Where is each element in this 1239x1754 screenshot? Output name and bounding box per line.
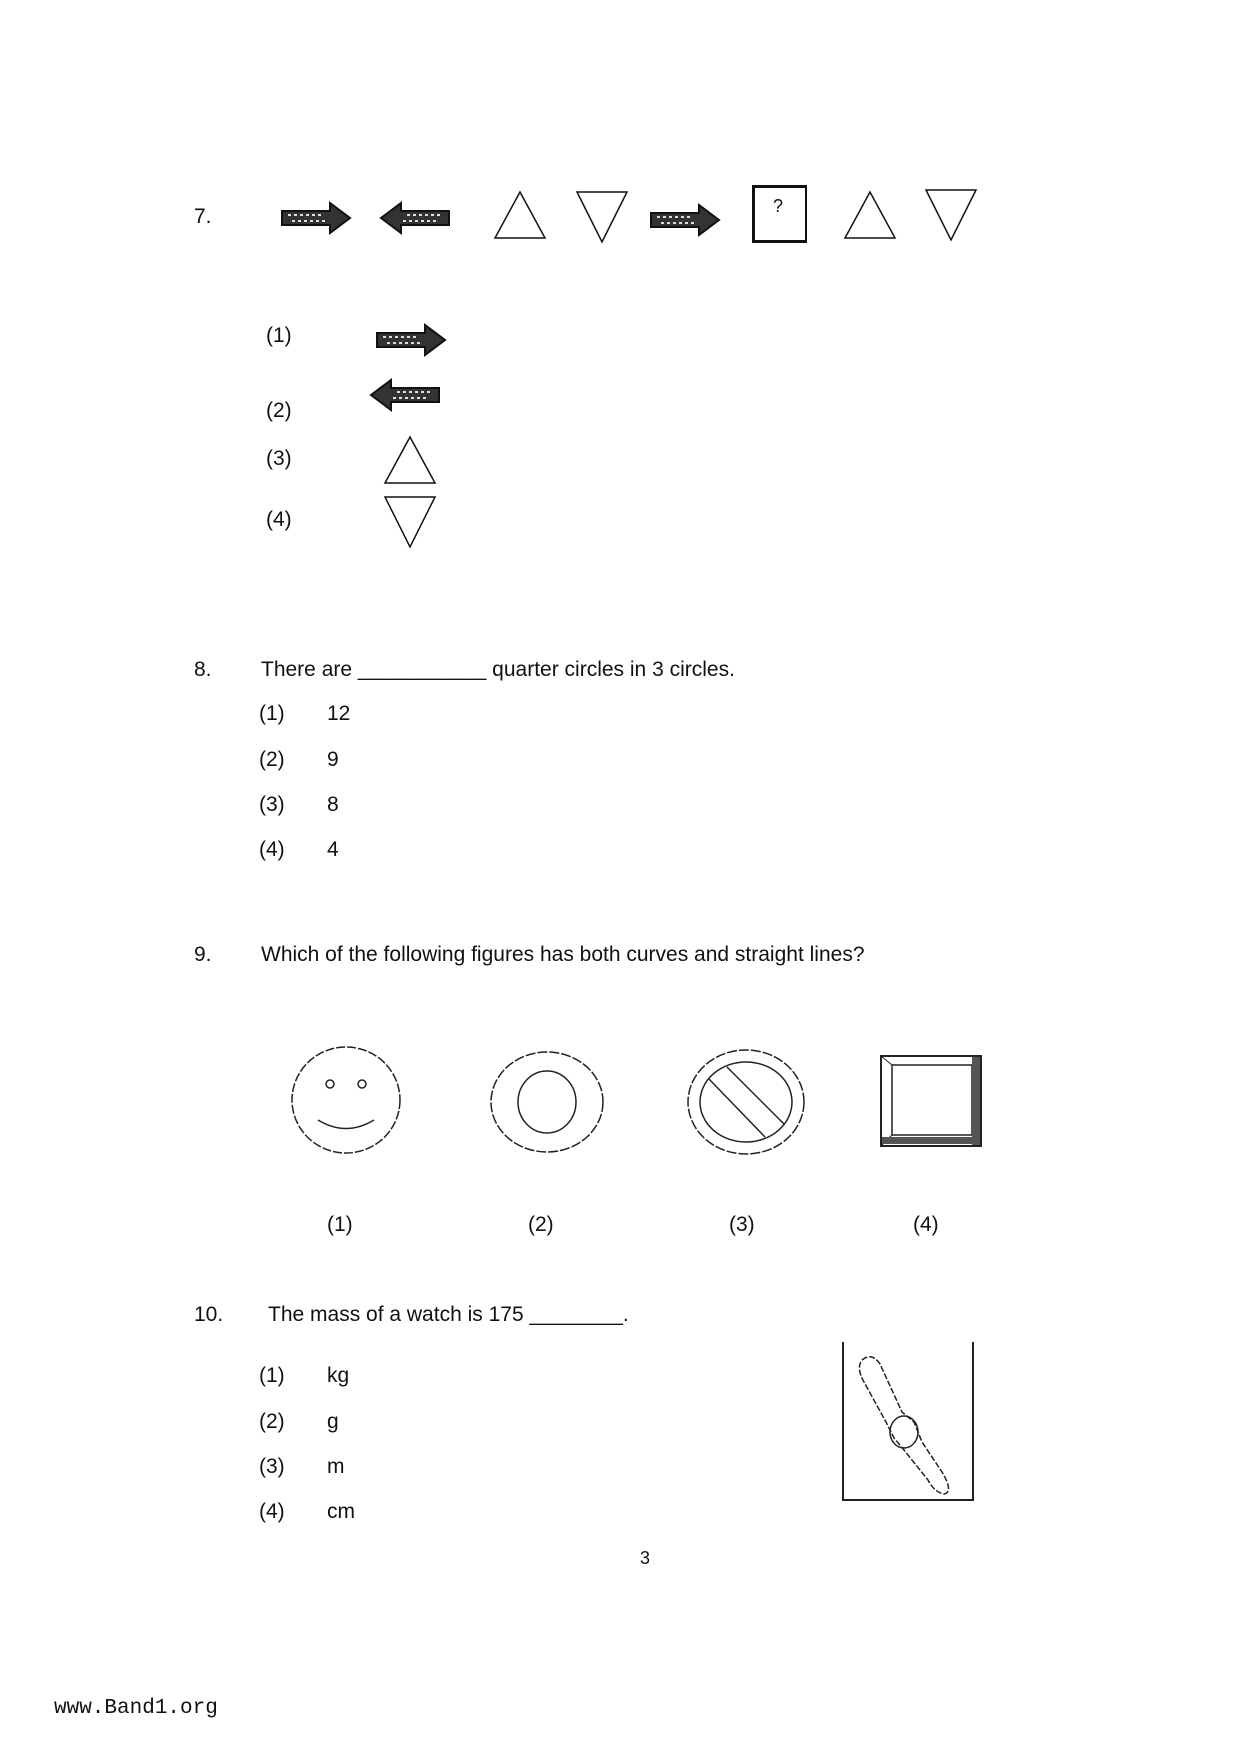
triangle-down-icon: [577, 192, 627, 242]
q7-option-label: (2): [266, 399, 292, 422]
q9-number: 9.: [194, 943, 212, 966]
footer-url[interactable]: www.Band1.org: [54, 1697, 218, 1720]
q9-text: Which of the following figures has both curves and straight lines?: [261, 943, 865, 966]
q8-option-value: 8: [327, 793, 339, 816]
q8-option-value: 9: [327, 748, 339, 771]
q10-option-label: (4): [259, 1500, 285, 1523]
triangle-up-icon: [385, 437, 435, 485]
q8-option-value: 4: [327, 838, 339, 861]
triangle-up-icon: [845, 192, 895, 240]
ring-icon: [489, 1050, 605, 1154]
arrow-right-icon: [651, 203, 719, 237]
question-mark: ?: [773, 196, 784, 216]
q7-option-label: (1): [266, 324, 292, 347]
arrow-right-icon: [282, 201, 350, 235]
q7-number: 7.: [194, 205, 212, 228]
q8-option-label: (3): [259, 793, 285, 816]
q8-option-label: (2): [259, 748, 285, 771]
q8-option-label: (4): [259, 838, 285, 861]
prohibition-sign-icon: [687, 1049, 805, 1155]
page-number: 3: [640, 1548, 651, 1568]
arrow-right-icon: [377, 323, 445, 357]
smiley-face-icon: [290, 1045, 402, 1155]
q10-option-value: kg: [327, 1364, 350, 1387]
q9-option-label: (1): [327, 1213, 353, 1236]
q10-option-value: m: [327, 1455, 345, 1478]
q10-option-label: (3): [259, 1455, 285, 1478]
q10-option-value: g: [327, 1410, 339, 1433]
q9-option-label: (2): [528, 1213, 554, 1236]
arrow-left-icon: [381, 201, 449, 235]
q10-option-label: (1): [259, 1364, 285, 1387]
q10-option-label: (2): [259, 1410, 285, 1433]
q8-text: There are ___________ quarter circles in 3 circles.: [261, 658, 735, 681]
triangle-down-icon: [926, 190, 976, 240]
q10-option-value: cm: [327, 1500, 355, 1523]
q8-option-value: 12: [327, 702, 351, 725]
triangle-up-icon: [495, 192, 545, 240]
q7-option-label: (4): [266, 508, 292, 531]
unknown-answer-box: [752, 185, 807, 243]
q8-option-label: (1): [259, 702, 285, 725]
q10-number: 10.: [194, 1303, 224, 1326]
watch-image: [842, 1342, 974, 1502]
picture-frame-icon: [880, 1055, 982, 1148]
q9-option-label: (4): [913, 1213, 939, 1236]
q8-number: 8.: [194, 658, 212, 681]
q7-option-label: (3): [266, 447, 292, 470]
arrow-left-icon: [371, 378, 439, 412]
q9-option-label: (3): [729, 1213, 755, 1236]
q10-text: The mass of a watch is 175 ________.: [268, 1303, 629, 1326]
triangle-down-icon: [385, 497, 435, 547]
